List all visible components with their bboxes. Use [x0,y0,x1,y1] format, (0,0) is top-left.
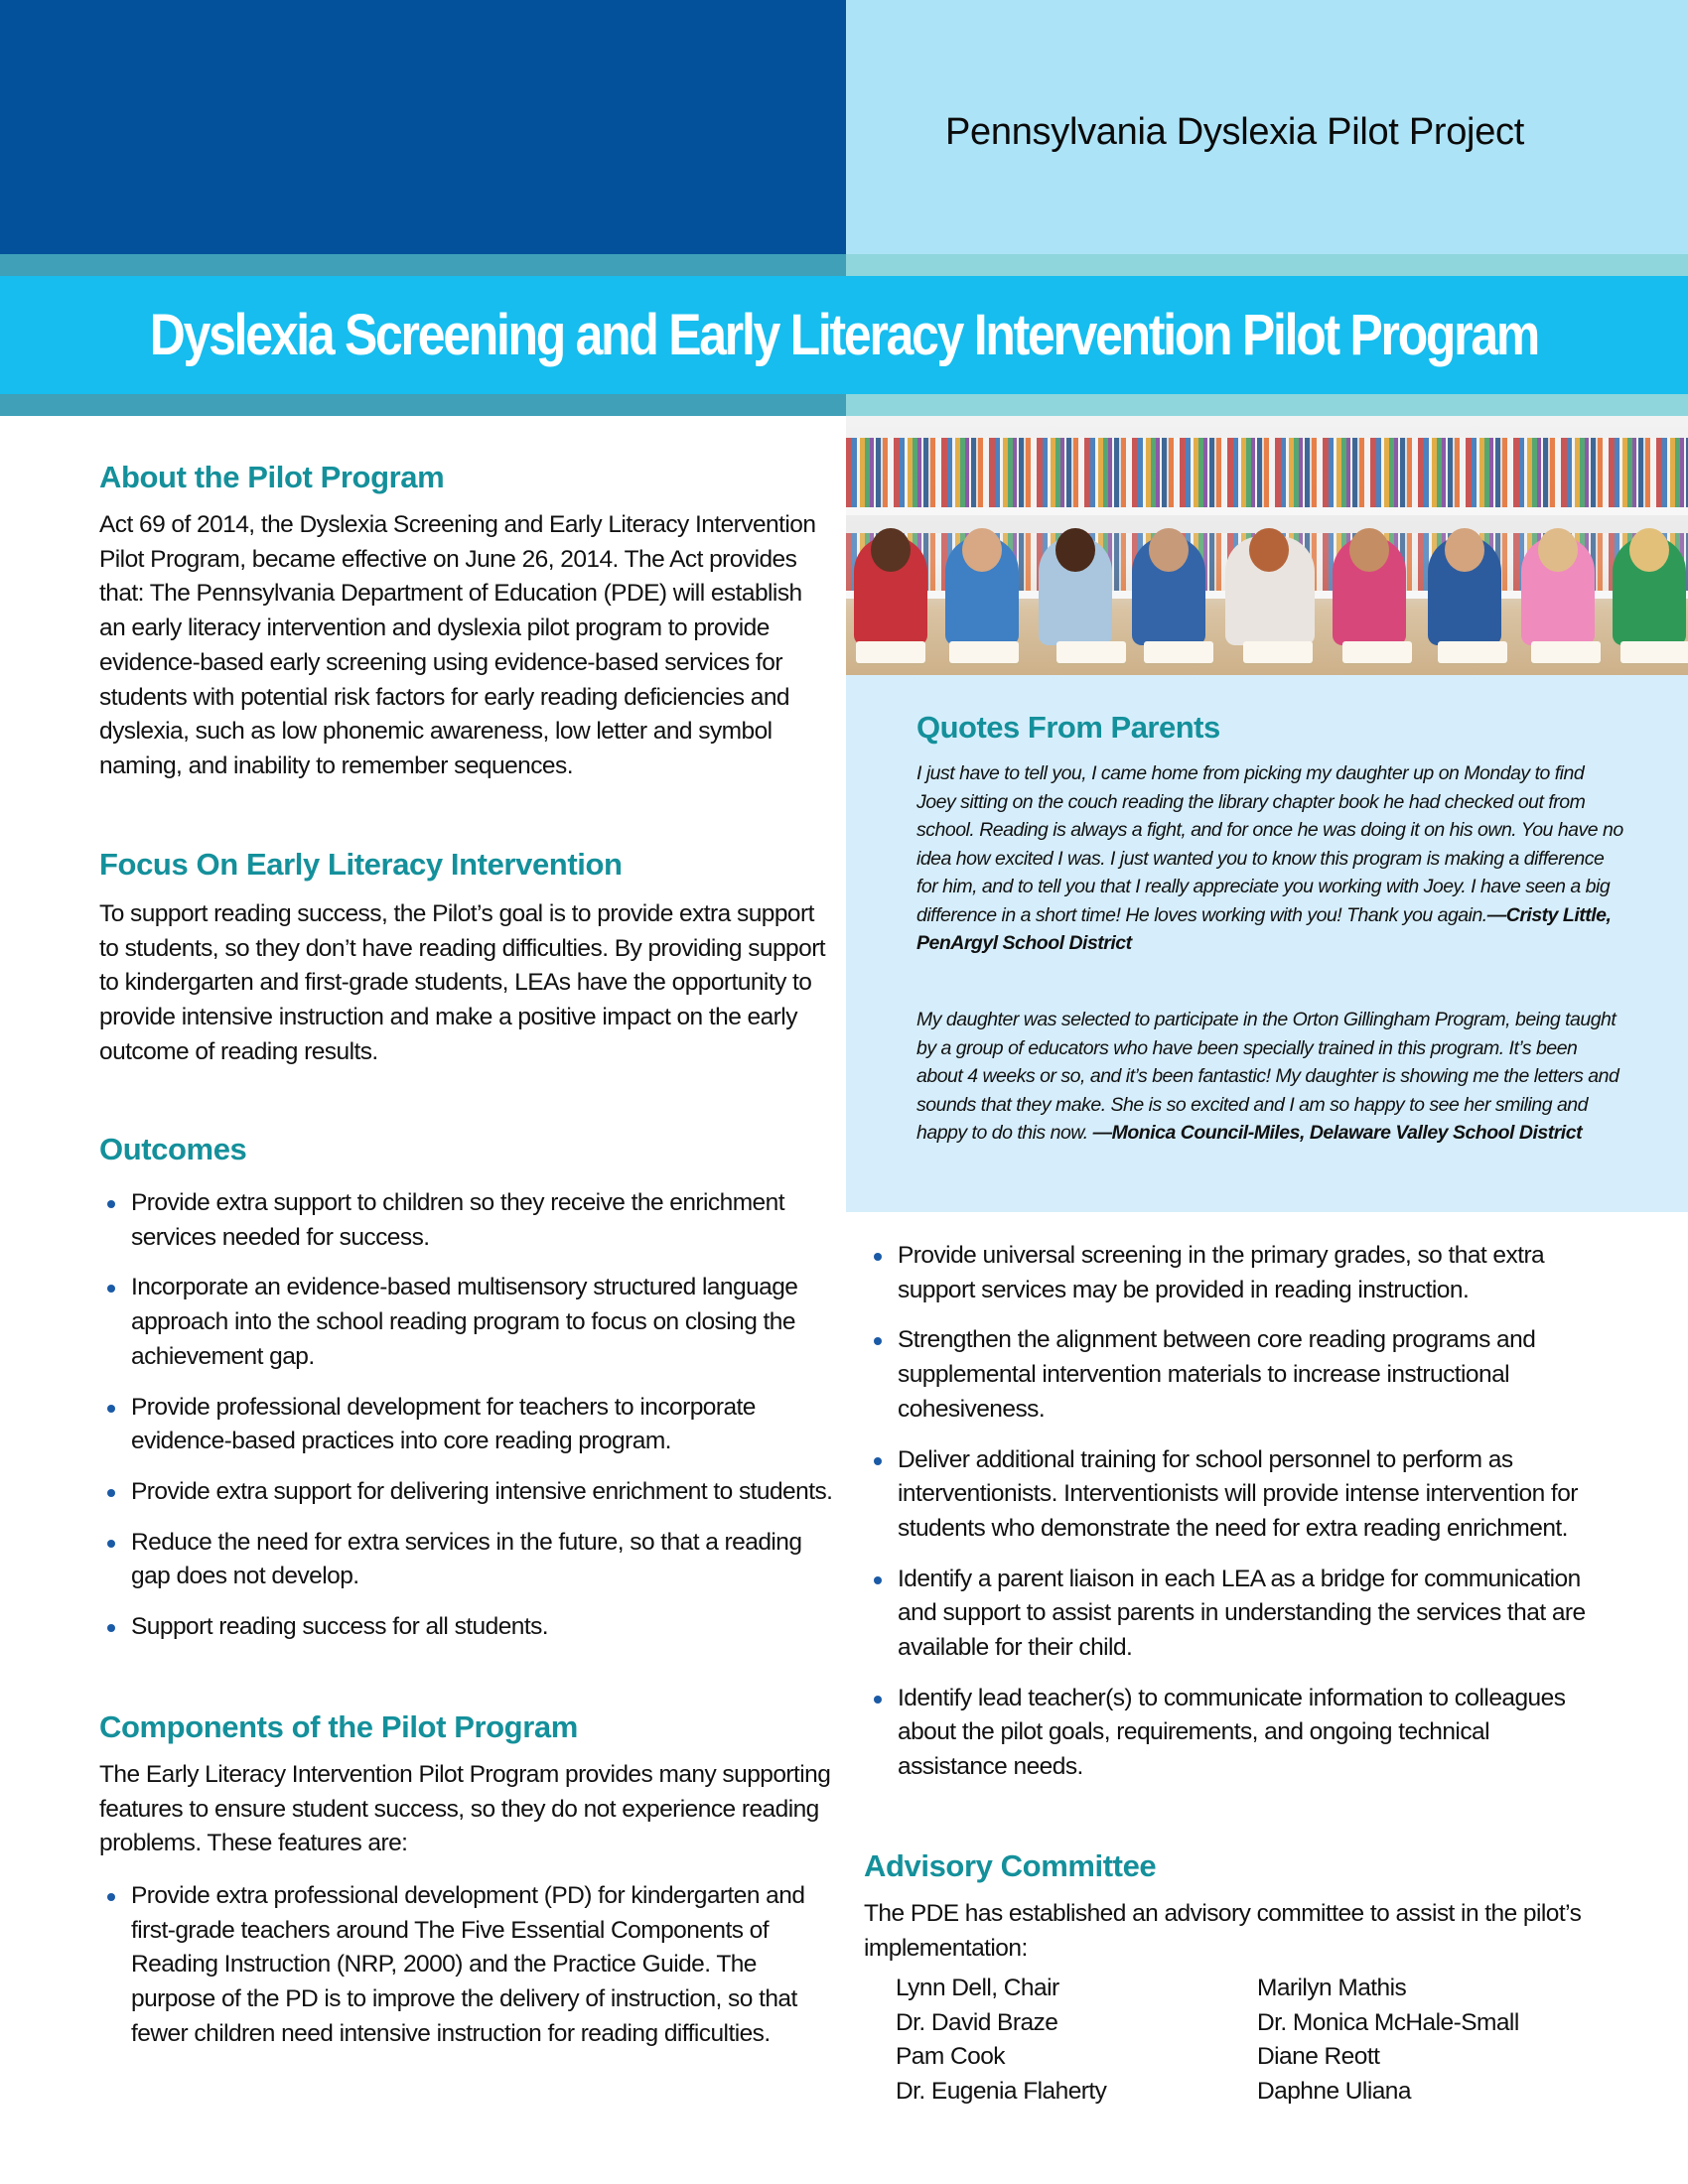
child-figure [1428,536,1501,645]
list-item: Deliver additional training for school personnel to perform as interventionists. Interventionists will provide intense intervention for students who demonstrate the need for extra reading enrichment. [866,1443,1601,1547]
components-list-continued [866,1239,1601,1801]
header-dark-blue-block [0,0,846,254]
components-body: The Early Literacy Intervention Pilot Program provides many supporting features to ensure student success, so they do not experience reading problems. These features are: [99,1761,831,1857]
list-item: Provide extra support for delivering intensive enrichment to students. [99,1475,834,1510]
about-body: Act 69 of 2014, the Dyslexia Screening and Early Literacy Intervention Pilot Program, became effective on June 26, 2014. The Act provides that: The Pennsylvania Department of Education (PDE) will establish an early literacy intervention and dyslexia pilot program to provide evidence-based early screening using evidence-based services for students with potential risk factors for early reading deficiencies and dyslexia, such as low phonemic awareness, low letter and symbol naming, and inability to remember sequences. [99,511,816,779]
child-figure [1613,536,1686,645]
list-item: Support reading success for all students. [99,1610,834,1645]
member-name: Diane Reott [1257,2043,1380,2071]
bookshelf-row [846,438,1688,507]
components-list [99,1879,834,2052]
advisory-heading: Advisory Committee [864,1848,1157,1883]
parent-quote [916,759,1623,958]
member-name: Marilyn Mathis [1257,1975,1407,2001]
header-divider-strip [846,394,1688,416]
list-item: Reduce the need for extra services in the future, so that a reading gap does not develop. [99,1526,834,1594]
parent-quote [916,1006,1623,1148]
member-name: Dr. Eugenia Flaherty [896,2078,1107,2106]
advisory-body: The PDE has established an advisory committee to assist in the pilot’s implementation: [864,1900,1582,1962]
about-heading: About the Pilot Program [99,460,445,494]
list-item: Identify lead teacher(s) to communicate information to colleagues about the pilot goals, requirements, and ongoing technical assistance needs. [866,1682,1601,1785]
quote-text: I just have to tell you, I came home from picking my daughter up on Monday to find Joey sitting on the couch reading the library chapter book he had checked out from school. Reading is always a fight, and for once he was doing it on his own. You have no idea how excited I was. I just wanted you to know this program is making a difference for him, and to tell you that I really appreciate you working with Joey. I have seen a big difference in a short time! He loves working with you! Thank you again. [916,762,1623,926]
header-divider-strip [0,254,846,276]
quote-text: My daughter was selected to participate in the Orton Gillingham Program, being taught by a group of educators who have been specially trained in this program. It’s been about 4 weeks or so, and it’s been fantastic! My daughter is showing me the letters and sounds that they make. She is so excited and I am so happy to see her smiling and happy to do this now. [916,1009,1619,1144]
list-item: Provide extra professional development (PD) for kindergarten and first-grade teachers around The Five Essential Components of Reading Instruction (NRP, 2000) and the Practice Guide. The purpose of the PD is to improve the delivery of instruction, so that fewer children need intensive instruction for reading difficulties. [99,1879,834,2052]
list-item: Provide universal screening in the primary grades, so that extra support services may be provided in reading instruction. [866,1239,1601,1307]
list-item: Provide extra support to children so they receive the enrichment services needed for success. [99,1186,834,1255]
title-band [0,276,1688,394]
child-figure [1039,536,1112,645]
book [1144,641,1213,663]
child-figure [1333,536,1406,645]
child-figure [945,536,1019,645]
book [1620,641,1688,663]
header-divider-strip [0,394,846,416]
list-item: Incorporate an evidence-based multisensory structured language approach into the school reading program to focus on closing the achievement gap. [99,1271,834,1374]
project-name: Pennsylvania Dyslexia Pilot Project [945,111,1524,153]
children-reading-photo [846,416,1688,675]
list-item: Identify a parent liaison in each LEA as a bridge for communication and support to assist parents in understanding the services that are available for their child. [866,1563,1601,1666]
children-group [846,525,1688,675]
book [1056,641,1126,663]
focus-body: To support reading success, the Pilot’s goal is to provide extra support to students, so they don’t have reading difficulties. By providing support to kindergarten and first-grade students, LEAs have the opportunity to provide intensive instruction and make a positive impact on the early outcome of reading results. [99,900,826,1065]
list-item: Strengthen the alignment between core reading programs and supplemental intervention materials to increase instructional cohesiveness. [866,1323,1601,1427]
member-name: Lynn Dell, Chair [896,1975,1059,2001]
outcomes-heading: Outcomes [99,1132,247,1166]
member-name: Pam Cook [896,2043,1005,2071]
member-name: Dr. Monica McHale-Small [1257,2008,1519,2036]
header-divider-strip [846,254,1688,276]
advisory-member-list [896,1972,1591,2110]
book [1531,641,1601,663]
book [1342,641,1412,663]
book [949,641,1019,663]
teacher-figure [1225,536,1315,645]
member-name: Dr. David Braze [896,2008,1058,2036]
book [1243,641,1313,663]
child-figure [1132,536,1205,645]
child-figure [1521,536,1595,645]
book [1438,641,1507,663]
quote-attribution: —Cristy Little, PenArgyl School District [916,903,1612,954]
outcomes-list [99,1186,834,1661]
quotes-heading: Quotes From Parents [916,710,1220,745]
book [856,641,925,663]
member-name: Daphne Uliana [1257,2078,1411,2106]
quote-attribution: —Monica Council-Miles, Delaware Valley School District [1092,1122,1583,1144]
components-heading: Components of the Pilot Program [99,1709,578,1744]
shelf-board [846,507,1688,515]
page-title: Dyslexia Screening and Early Literacy Intervention Pilot Program [149,303,1539,367]
child-figure [854,536,927,645]
focus-heading: Focus On Early Literacy Intervention [99,847,623,882]
list-item: Provide professional development for teachers to incorporate evidence-based practices into core reading program. [99,1391,834,1459]
